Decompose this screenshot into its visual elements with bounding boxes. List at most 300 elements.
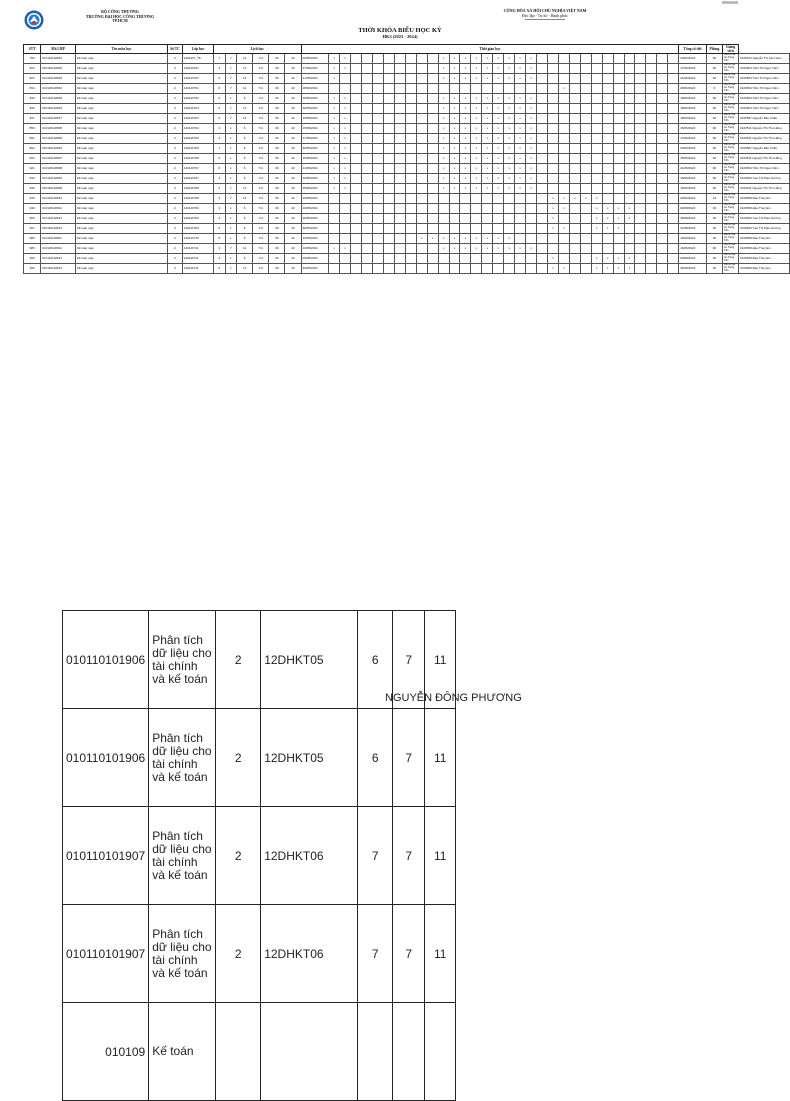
cell-so-sv: 42 [285,144,301,154]
cell-giang-vien: 0100504 Trần Thị Ngọc Cẩm [739,84,790,94]
cell-lop-hoc: 12DHKT09 [182,214,213,224]
col-thoi-gian: Thời gian học [301,45,679,54]
week-mark-cell: x [526,74,537,84]
week-mark-cell: x [482,114,493,124]
teacher-name: NGUYỄN ĐÔNG PHƯƠNG [385,692,522,704]
cell-lop-hoc: 12DHKT_T8 [182,54,213,64]
week-mark-cell: x [438,64,449,74]
week-mark-cell: x [515,154,526,164]
week-mark-cell: x [471,94,482,104]
cell-stt: 902 [24,154,41,164]
cell-lop-hoc: 12DHKT03 [182,104,213,114]
cell-lop-hoc: 12DHKT01 [182,64,213,74]
week-mark-cell: x [460,124,471,134]
cell-so-tiet: 60 [269,224,285,234]
week-mark-cell: x [515,114,526,124]
cell-ngay-bd: 28/06/2024 [301,84,329,94]
cell-lop-hoc: 12DHKT11 [182,244,213,254]
week-mark-cell: x [602,264,613,274]
document-title: THỜI KHÓA BIỂU HỌC KỲ [358,27,442,34]
week-mark-cell: x [547,194,558,204]
cell-ten-mon: Kế toán máy [75,84,167,94]
cell-so-sv: 42 [285,74,301,84]
cell-tiet-bd: 1 [225,164,237,174]
cell-tiet-bd: 1 [225,144,237,154]
zoom-credits: 2 [216,905,261,1003]
cell-stt: 834 [24,84,41,94]
week-mark-cell: x [471,174,482,184]
cell-ma-lhp: 010110120816 [41,144,76,154]
cell-tong-tiet: 60 [706,164,722,174]
cell-loai: TH [253,234,269,244]
zoom-period-end [425,1003,456,1101]
cell-so-sv: 42 [285,244,301,254]
cell-tong-tiet: 36 [706,214,722,224]
cell-giang-vien: 0100511 Nguyễn Thị Thu Hằng [739,184,790,194]
week-mark-cell: x [471,144,482,154]
cell-giang-vien: 0100568 Đào Thùy Em [739,244,790,254]
week-mark-cell: x [438,154,449,164]
cell-stt: 856 [24,124,41,134]
week-mark-cell: x [340,244,351,254]
cell-thu: 6 [214,94,226,104]
cell-stt: 986 [24,244,41,254]
cell-stt: 949 [24,204,41,214]
cell-giang-vien: 0100504 Trần Thị Ngọc Cẩm [739,64,790,74]
week-mark-cell: x [482,244,493,254]
cell-tiet-bd: 7 [225,194,237,204]
cell-tiet-bd: 7 [225,244,237,254]
week-mark-cell: x [515,244,526,254]
cell-ngay-bd: 28/05/2024 [301,224,329,234]
cell-tiet-kt: 6 [237,224,253,234]
zoom-period-end: 11 [425,709,456,807]
cell-ngay-bd: 29/05/2024 [301,194,329,204]
cell-tiet-bd: 1 [225,154,237,164]
motto: Độc lập - Tự do - Hạnh phúc [521,12,569,18]
cell-lop-hoc: 12DHKT01 [182,74,213,84]
cell-so-tc: 2 [167,124,182,134]
week-mark-cell: x [438,244,449,254]
week-mark-cell: x [526,134,537,144]
cell-giang-vien: 0100511 Nguyễn Thị Thu Hằng [739,134,790,144]
zoom-code: 010109 [63,1003,149,1101]
week-mark-cell: x [558,224,569,234]
cell-so-sv: 42 [285,164,301,174]
week-mark-cell: x [493,164,504,174]
cell-thu: 3 [214,174,226,184]
cell-ngay-kt: 17/06/2024 [679,64,707,74]
week-mark-cell: x [515,134,526,144]
cell-ngay-kt: 18/06/2024 [679,104,707,114]
cell-phong: B301-Toà Lê Trọng Tấn [722,264,738,274]
cell-so-tc: 2 [167,234,182,244]
cell-giang-vien: 0100512 Nguyễn Thị Lâm Viên [739,54,790,64]
cell-stt: 933 [24,174,41,184]
cell-tiet-kt: 12 [237,244,253,254]
cell-thu: 6 [214,264,226,274]
cell-phong: B301-Toà Lê Trọng Tấn [722,74,738,84]
cell-tiet-bd: 7 [225,184,237,194]
cell-thu: 6 [214,104,226,114]
cell-so-tiet: 60 [269,174,285,184]
week-mark-cell: x [558,194,569,204]
week-mark-cell: x [471,64,482,74]
cell-loai: TH [253,104,269,114]
cell-so-tiet: 60 [269,194,285,204]
cell-so-tiet: 60 [269,104,285,114]
cell-tong-tiet: 60 [706,94,722,104]
cell-thu: 2 [214,184,226,194]
week-mark-cell: x [613,264,624,274]
week-mark-cell: x [340,174,351,184]
cell-stt: 936 [24,194,41,204]
cell-ma-lhp: 010110120813 [41,194,76,204]
week-mark-cell: x [460,94,471,104]
cell-phong: B301-Toà Lê Trọng Tấn [722,204,738,214]
cell-ten-mon: Kế toán máy [75,94,167,104]
zoom-code: 010110101907 [63,905,149,1003]
cell-tiet-bd: 7 [225,114,237,124]
week-mark-cell: x [340,64,351,74]
week-mark-cell: x [591,224,602,234]
week-mark-cell: x [460,54,471,64]
cell-ngay-bd: 21/05/2024 [301,164,329,174]
cell-so-tc: 2 [167,54,182,64]
week-mark-cell: x [438,174,449,184]
cell-so-tc: 2 [167,204,182,214]
week-mark-cell: x [471,104,482,114]
cell-loai: TH [253,74,269,84]
week-mark-cell: x [526,174,537,184]
cell-so-tiet: 60 [269,124,285,134]
week-mark-cell: x [340,134,351,144]
zoom-day: 6 [358,709,393,807]
cell-ten-mon: Kế toán máy [75,114,167,124]
week-mark-cell: x [471,134,482,144]
cell-giang-vien: 0100526 Cao Thị Diệu Hương [739,214,790,224]
week-mark-cell: x [591,204,602,214]
cell-ma-lhp: 010110120811 [41,234,76,244]
week-mark-cell: x [471,124,482,134]
cell-ma-lhp: 010110120814 [41,214,76,224]
cell-giang-vien: 0100504 Trần Thị Ngọc Cẩm [739,104,790,114]
cell-loai: TH [253,124,269,134]
cell-thu: 7 [214,54,226,64]
cell-tiet-kt: 12 [237,54,253,64]
week-mark-cell: x [340,124,351,134]
cell-loai: TH [253,144,269,154]
cell-ten-mon: Kế toán máy [75,54,167,64]
cell-giang-vien: 0100526 Cao Thị Diệu Hương [739,224,790,234]
week-mark-cell: x [449,144,460,154]
week-mark-cell: x [624,204,635,214]
ministry-name: BỘ CÔNG THƯƠNG [101,9,139,14]
cell-ten-mon: Kế toán máy [75,244,167,254]
zoom-class: 12DHKT06 [261,807,358,905]
zoom-course-name: Phân tích dữ liệu cho tài chính và kế toán [149,807,216,905]
zoom-class [261,1003,358,1101]
cell-loai: TH [253,194,269,204]
zoom-row [63,709,456,807]
cell-ten-mon: Kế toán máy [75,74,167,84]
week-mark-cell: x [460,144,471,154]
zoom-day: 7 [358,905,393,1003]
zoom-period-end: 11 [425,611,456,709]
cell-ngay-kt: 15/06/2024 [679,154,707,164]
zoom-code: 010110101907 [63,807,149,905]
cell-ten-mon: Kế toán máy [75,204,167,214]
cell-stt: 921 [24,164,41,174]
week-mark-cell: x [329,74,340,84]
cell-tong-tiet: 60 [706,124,722,134]
week-mark-cell: x [526,124,537,134]
zoom-code: 010110101906 [63,709,149,807]
cell-so-tiet: 60 [269,144,285,154]
cell-tong-tiet: 36 [706,204,722,214]
cell-so-tc: 2 [167,134,182,144]
cell-tiet-bd: 7 [225,74,237,84]
week-mark-cell: x [329,124,340,134]
cell-giang-vien: 0100511 Nguyễn Thị Thu Hằng [739,154,790,164]
cell-phong: B301-Toà Lê Trọng Tấn [722,124,738,134]
cell-tiet-bd: 7 [225,64,237,74]
week-mark-cell: x [547,224,558,234]
cell-phong: B301-Toà Lê Trọng Tấn [722,134,738,144]
week-mark-cell: x [329,64,340,74]
week-mark-cell: x [526,154,537,164]
cell-so-tc: 2 [167,244,182,254]
week-mark-cell: x [624,214,635,224]
cell-so-tc: 2 [167,214,182,224]
week-mark-cell: x [526,184,537,194]
cell-tiet-kt: 6 [237,144,253,154]
col-tong-tiet: Tổng số tiết [679,45,707,54]
cell-ngay-bd: 17/05/2024 [301,64,329,74]
week-mark-cell: x [340,144,351,154]
week-mark-cell: x [449,104,460,114]
cell-ngay-kt: 09/08/2024 [679,204,707,214]
week-mark-cell: x [515,144,526,154]
week-mark-cell: x [515,104,526,114]
cell-tong-tiet: 36 [706,264,722,274]
cell-ngay-kt: 15/06/2024 [679,124,707,134]
week-mark-cell: x [613,254,624,264]
cell-so-tiet: 60 [269,134,285,144]
cell-tiet-bd: 1 [225,134,237,144]
cell-ma-lhp: 010110120815 [41,174,76,184]
week-mark-cell: x [340,164,351,174]
cell-stt: 780 [24,54,41,64]
cell-thu: 6 [214,74,226,84]
cell-phong: B301-Toà Lê Trọng Tấn [722,84,738,94]
zoom-code: 010110101906 [63,611,149,709]
col-giang-vien: Giảng viên [722,45,738,54]
cell-ten-mon: Kế toán máy [75,224,167,234]
week-mark-cell: x [449,184,460,194]
cell-tong-tiet: 36 [706,254,722,264]
cell-ten-mon: Kế toán máy [75,144,167,154]
cell-ma-lhp: 010110120813 [41,254,76,264]
cell-ngay-bd: 18/05/2024 [301,104,329,114]
zoom-period-end: 11 [425,905,456,1003]
cell-loai: TH [253,114,269,124]
week-mark-cell: x [515,164,526,174]
cell-loai: TH [253,214,269,224]
week-mark-cell: x [449,174,460,184]
cell-so-tc: 2 [167,184,182,194]
week-mark-cell: x [613,204,624,214]
cell-ngay-kt: 28/06/2024 [679,84,707,94]
col-lop-hoc: Lớp học [182,45,213,54]
week-mark-cell: x [515,124,526,134]
cell-ten-mon: Kế toán máy [75,214,167,224]
week-mark-cell: x [558,264,569,274]
week-mark-cell: x [460,184,471,194]
cell-ngay-bd: 18/05/2024 [301,114,329,124]
cell-thu: 6 [214,114,226,124]
cell-tiet-kt: 6 [237,94,253,104]
week-mark-cell: x [460,64,471,74]
week-mark-cell: x [329,244,340,254]
cell-so-tc: 2 [167,194,182,204]
cell-so-tiet: 60 [269,64,285,74]
cell-ma-lhp: 010110120808 [41,164,76,174]
week-mark-cell: x [504,114,515,124]
cell-so-sv: 42 [285,64,301,74]
cell-ngay-kt: 20/06/2024 [679,144,707,154]
week-mark-cell: x [591,254,602,264]
week-mark-cell: x [580,194,591,204]
cell-so-tc: 2 [167,164,182,174]
cell-ngay-bd: 29/05/2024 [301,204,329,214]
cell-so-tiet: 60 [269,244,285,254]
cell-so-sv: 42 [285,184,301,194]
week-mark-cell: x [482,104,493,114]
cell-lop-hoc: 12DHKT08 [182,154,213,164]
cell-thu: 6 [214,224,226,234]
document-id: 00000000 [722,0,738,5]
cell-so-sv: 42 [285,94,301,104]
zoom-class: 12DHKT06 [261,905,358,1003]
cell-so-sv: 42 [285,154,301,164]
zoom-course-name: Phân tích dữ liệu cho tài chính và kế toán [149,905,216,1003]
cell-ma-lhp: 010110120810 [41,84,76,94]
cell-so-tiet: 60 [269,214,285,224]
cell-so-tiet: 60 [269,184,285,194]
cell-ngay-bd: 18/05/2024 [301,94,329,104]
cell-so-sv: 42 [285,214,301,224]
cell-tong-tiet: 24 [706,194,722,204]
cell-so-tiet: 60 [269,154,285,164]
cell-so-sv: 42 [285,204,301,214]
zoom-period-start: 7 [393,611,425,709]
cell-ten-mon: Kế toán máy [75,234,167,244]
cell-so-tiet: 60 [269,204,285,214]
week-mark-cell: x [482,64,493,74]
cell-tiet-kt: 6 [237,204,253,214]
week-mark-cell: x [591,264,602,274]
cell-tiet-bd: 7 [225,84,237,94]
cell-ngay-kt: 17/06/2024 [679,134,707,144]
cell-giang-vien: 0100568 Đào Thùy Em [739,194,790,204]
cell-lop-hoc: 12DHKT10 [182,234,213,244]
cell-stt: 846 [24,104,41,114]
week-mark-cell: x [526,114,537,124]
cell-ngay-kt: 16/06/2024 [679,174,707,184]
week-mark-cell: x [504,144,515,154]
week-mark-cell: x [504,164,515,174]
zoom-period-start: 7 [393,709,425,807]
cell-tong-tiet: 60 [706,134,722,144]
cell-thu: 4 [214,254,226,264]
week-mark-cell: x [504,174,515,184]
cell-ngay-bd: 20/05/2024 [301,54,329,64]
zoom-period-start: 7 [393,905,425,1003]
zoom-course-name: Phân tích dữ liệu cho tài chính và kế toán [149,611,216,709]
cell-tiet-kt: 12 [237,84,253,94]
cell-lop-hoc: 12DHKT07 [182,174,213,184]
week-mark-cell: x [602,214,613,224]
week-mark-cell: x [504,234,515,244]
cell-loai: TH [253,134,269,144]
cell-tiet-bd: 1 [225,124,237,134]
cell-ten-mon: Kế toán máy [75,104,167,114]
cell-phong: B301-Toà Lê Trọng Tấn [722,154,738,164]
week-mark-cell: x [504,154,515,164]
zoom-period-end: 11 [425,807,456,905]
week-mark-cell: x [591,214,602,224]
cell-loai: TH [253,264,269,274]
week-mark-cell: x [329,54,340,64]
cell-ten-mon: Kế toán máy [75,164,167,174]
week-mark-cell: x [482,164,493,174]
week-mark-cell: x [482,184,493,194]
week-mark-cell: x [558,204,569,214]
zoom-row [63,807,456,905]
zoom-course-name: Phân tích dữ liệu cho tài chính và kế toán [149,709,216,807]
week-mark-cell: x [482,134,493,144]
week-mark-cell: x [329,184,340,194]
cell-ma-lhp: 010110120814 [41,204,76,214]
cell-lop-hoc: 12DHKT08 [182,184,213,194]
cell-so-sv: 42 [285,124,301,134]
cell-ten-mon: Kế toán máy [75,174,167,184]
week-mark-cell: x [438,124,449,134]
week-mark-cell: x [449,74,460,84]
cell-ngay-bd: 30/05/2024 [301,214,329,224]
cell-ngay-bd: 16/05/2024 [301,234,329,244]
col-ma-lhp: Mã LHP [41,45,76,54]
cell-ngay-kt: 16/06/2024 [679,234,707,244]
cell-phong: B301-Toà Lê Trọng Tấn [722,54,738,64]
week-mark-cell: x [558,84,569,94]
cell-ten-mon: Kế toán máy [75,264,167,274]
week-mark-cell: x [449,54,460,64]
week-mark-cell: x [438,94,449,104]
week-mark-cell: x [460,234,471,244]
cell-stt: 995 [24,254,41,264]
cell-ngay-bd: 21/05/2024 [301,74,329,84]
cell-tiet-kt: 6 [237,134,253,144]
cell-so-tiet: 60 [269,114,285,124]
cell-so-tiet: 60 [269,84,285,94]
cell-tong-tiet: 60 [706,104,722,114]
cell-so-sv: 42 [285,224,301,234]
cell-stt: 847 [24,114,41,124]
cell-giang-vien: 0100568 Đào Thùy Em [739,254,790,264]
cell-giang-vien: 0100504 Trần Thị Ngọc Cẩm [739,74,790,84]
